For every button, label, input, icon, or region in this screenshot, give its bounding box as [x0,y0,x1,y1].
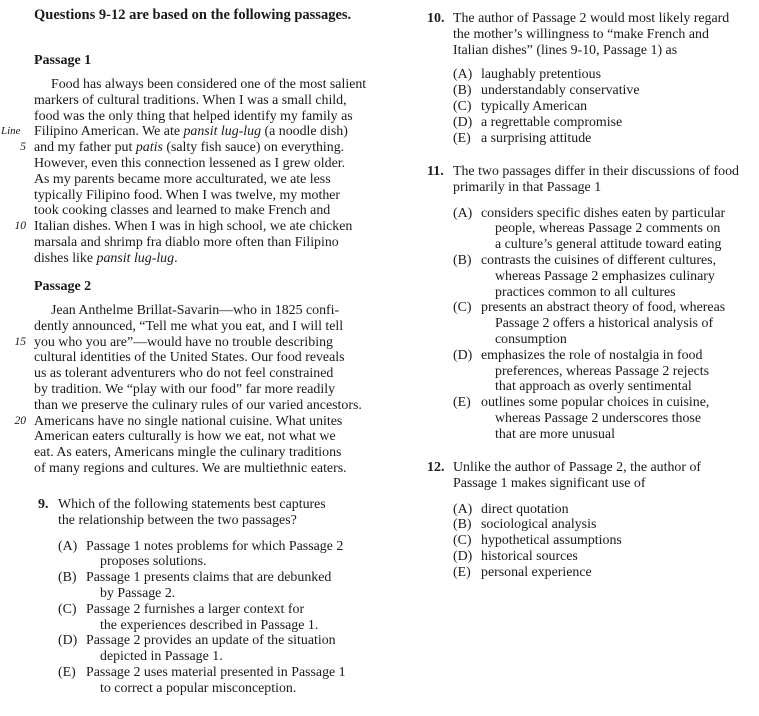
option-text: emphasizes the role of nostalgia in food [481,347,703,363]
option-text: the experiences described in Passage 1. [100,617,319,633]
option-letter: (C) [453,98,472,114]
option-letter: (A) [58,538,78,554]
option-e[interactable] [453,395,759,442]
passage-line: As my parents became more acculturated, we ate less [34,171,331,187]
option-text: sociological analysis [481,517,597,533]
option-b[interactable] [453,253,759,300]
question-stem [427,164,759,196]
passage-line: took cooking classes and learned to make French and [34,203,331,219]
option-text: that approach as overly sentimental [495,379,692,395]
option-letter: (D) [453,548,473,564]
line-number-label: Line [1,125,21,138]
question-stem [427,11,757,58]
option-text: preferences, whereas Passage 2 rejects [495,363,710,379]
option-a[interactable] [453,67,757,83]
option-text: Passage 1 notes problems for which Passage 2 [86,538,344,554]
passage-line: American eaters culturally is how we eat, not what we [34,429,336,445]
option-letter: (A) [453,205,473,221]
answer-options [427,206,759,443]
question-10 [427,11,757,146]
question-number: 11. [427,164,444,179]
stem-line: Italian dishes” (lines 9-10, Passage 1) as [453,42,678,58]
passage-line: 15 you who you are”—would have no trouble describing [34,335,394,351]
option-letter: (C) [453,533,472,549]
option-text: Passage 1 presents claims that are debunked [86,570,332,586]
passage-line: Food has always been considered one of the most salient [51,77,367,92]
line-text: dishes like pansit lug-lug. [34,250,178,266]
passage-line: markers of cultural traditions. When I was a small child, [34,92,347,108]
line-number: 10 [14,220,26,233]
option-text: personal experience [481,564,592,580]
stem-line: The author of Passage 2 would most likely regard [453,11,730,26]
stem-line: Passage 1 makes significant use of [453,475,646,491]
passage-line: of many regions and cultures. We are multiethnic eaters. [34,460,347,476]
option-a[interactable] [453,502,757,518]
option-c[interactable] [58,602,390,634]
option-b[interactable] [453,517,757,533]
line-number: 15 [14,335,26,348]
stem-line: the relationship between the two passages? [58,512,297,528]
passage-line: dently announced, “Tell me what you eat, and I will tell [34,318,344,334]
option-text: a culture’s general attitude toward eating [495,237,722,253]
option-c[interactable] [453,300,759,347]
stem-line: primarily in that Passage 1 [453,179,602,195]
option-text: direct quotation [481,501,569,517]
passage-line: However, even this connection lessened as I grew older. [34,155,346,171]
option-d[interactable] [453,348,759,395]
option-text: by Passage 2. [100,585,176,601]
question-number: 10. [427,11,445,26]
answer-options [40,539,390,697]
answer-options [427,502,757,581]
stem-line: The two passages differ in their discussions of food [453,164,739,179]
passage2-title: Passage 2 [34,279,92,294]
passage-line: cultural identities of the United States. Our food reveals [34,350,345,366]
option-text: outlines some popular choices in cuisine, [481,395,710,411]
option-letter: (E) [453,130,471,146]
option-letter: (E) [453,395,471,411]
question-9 [40,497,390,697]
option-text: historical sources [481,548,578,564]
option-letter: (A) [453,67,473,83]
option-e[interactable] [58,665,390,697]
option-text: understandably conservative [481,83,640,99]
option-text: whereas Passage 2 underscores those [495,410,701,426]
option-e[interactable] [453,565,757,581]
option-letter: (E) [453,564,471,580]
option-c[interactable] [453,99,757,115]
option-letter: (D) [58,633,78,649]
option-a[interactable] [453,206,759,253]
option-letter: (A) [453,501,473,517]
option-text: Passage 2 provides an update of the situation [86,633,336,649]
stem-line: the mother’s willingness to “make French and [453,26,709,42]
stem-line: Unlike the author of Passage 2, the author of [453,460,702,475]
option-text: that are more unusual [495,426,615,442]
line-text: Filipino American. We ate pansit lug-lug (a noodle dish) [34,124,348,140]
section-heading: Questions 9-12 are based on the following passages. [34,7,352,23]
option-a[interactable] [58,539,390,571]
option-text: Passage 2 uses material presented in Passage 1 [86,664,346,680]
option-text: to correct a popular misconception. [100,680,297,696]
option-b[interactable] [58,570,390,602]
option-text: laughably pretentious [481,67,601,83]
passage-line: 20 Americans have no single national cuisine. What unites [34,414,394,430]
option-letter: (B) [58,570,77,586]
question-number: 9. [38,497,49,512]
line-text: and my father put patis (salty fish sauce) on everything. [34,140,345,156]
passage1-text [1,77,394,267]
option-d[interactable] [453,115,757,131]
option-text: considers specific dishes eaten by particular [481,205,726,221]
option-d[interactable] [58,633,390,665]
question-number: 12. [427,460,445,475]
option-text: presents an abstract theory of food, whereas [481,300,726,316]
passage-line [34,251,394,267]
passage-line [20,140,394,156]
passage-line: 10 Italian dishes. When I was in high school, we ate chicken [34,219,394,235]
stem-line: Which of the following statements best captures [58,497,326,512]
line-number: 20 [14,414,26,427]
line-number: 5 [20,141,26,154]
passage-line [1,124,394,140]
passage-line: by tradition. We “play with our food” far more readily [34,381,336,397]
option-text: depicted in Passage 1. [100,649,223,665]
option-text: practices common to all cultures [495,284,676,300]
option-letter: (D) [453,114,473,130]
passage-line: us as tolerant adventurers who do not feel constrained [34,366,334,382]
option-text: Passage 2 offers a historical analysis of [495,316,714,332]
question-stem [40,497,390,529]
option-text: contrasts the cuisines of different cultures, [481,252,717,268]
option-text: a surprising attitude [481,130,592,146]
passage1-title: Passage 1 [34,53,92,68]
answer-options [427,67,757,146]
option-b[interactable] [453,83,757,99]
option-text: Passage 2 furnishes a larger context for [86,601,305,617]
passage-line: food was the only thing that helped identify my family as [34,108,353,124]
option-text: people, whereas Passage 2 comments on [495,221,721,237]
option-text: whereas Passage 2 emphasizes culinary [495,268,715,284]
option-letter: (D) [453,347,473,363]
passage-line: marsala and shrimp fra diablo more often than Filipino [34,234,339,250]
option-letter: (C) [453,300,472,316]
question-11 [427,164,759,443]
option-text: typically American [481,98,588,114]
passage-line: typically Filipino food. When I was twelve, my mother [34,187,341,203]
option-letter: (B) [453,252,472,268]
option-text: a regrettable compromise [481,114,623,130]
option-letter: (B) [453,83,472,99]
option-text: consumption [495,331,567,347]
option-text: hypothetical assumptions [481,533,622,549]
passage-line: than we preserve the culinary rules of our varied ancestors. [34,397,362,413]
option-letter: (B) [453,517,472,533]
option-e[interactable] [453,131,757,147]
passage-line: eat. As eaters, Americans mingle the culinary traditions [34,445,342,461]
passage2-text [14,303,394,477]
question-stem [427,460,757,492]
option-letter: (E) [58,664,76,680]
passage-line: Jean Anthelme Brillat-Savarin—who in 1825 confi- [51,303,340,318]
option-d[interactable] [453,549,757,565]
question-12 [427,460,757,581]
option-letter: (C) [58,601,77,617]
option-c[interactable] [453,533,757,549]
option-text: proposes solutions. [100,554,207,570]
